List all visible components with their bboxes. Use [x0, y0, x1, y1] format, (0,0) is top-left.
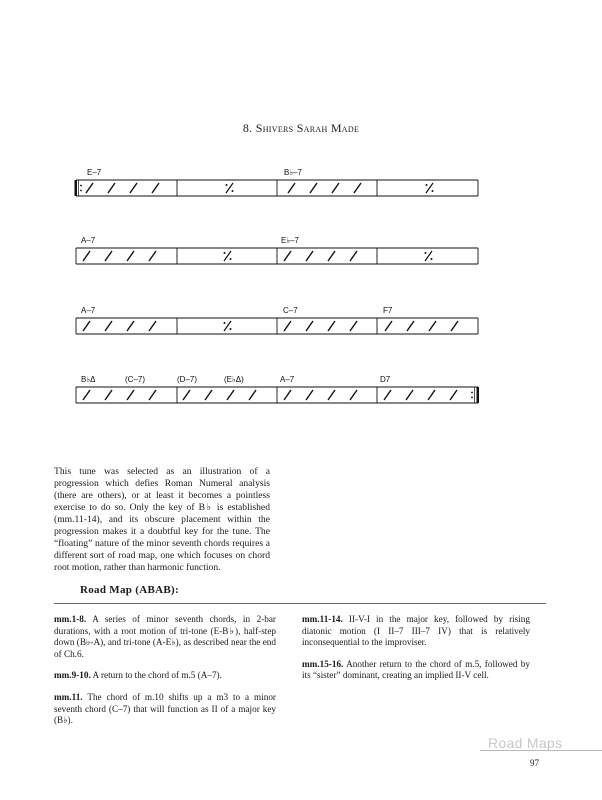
entry-text: Another return to the chord of m.5, followed by its “sister” dominant, creating an implied II-V cell.	[302, 658, 530, 681]
repeat-start-barline	[75, 180, 78, 196]
intro-paragraph: This tune was selected as an illustration of a progression which defies Roman Numeral analysis (there are others), or at least it becomes a pointless exercise to do so. Only the key of B♭ is established (mm.11-14), and its obscure placement within the progression makes it a doubtful key for the tune. The “floating” nature of the minor seventh chords requires a different sort of road map, one which focuses on chord root motion, rather than harmonic function.	[54, 466, 270, 573]
road-map-left-column	[54, 614, 276, 737]
repeat-bar-sign	[426, 183, 434, 193]
measure-label: mm.1-8.	[54, 614, 87, 624]
slash-beats	[83, 390, 457, 400]
repeat-bar-sign	[226, 183, 234, 193]
section-divider	[54, 603, 546, 604]
repeat-bar-sign	[224, 321, 232, 331]
repeat-dot	[80, 190, 82, 192]
chord-label: D7	[380, 375, 391, 384]
system-2	[76, 236, 478, 264]
road-map-entry	[54, 692, 276, 727]
road-map-heading: Road Map (ABAB):	[80, 584, 179, 596]
system-4	[76, 375, 479, 403]
entry-text: The chord of m.10 shifts up a m3 to a minor seventh chord (C–7) that will function as II of a major key (B♭).	[54, 691, 276, 726]
measure-label: mm.11.	[54, 691, 83, 702]
repeat-bar-sign	[425, 251, 433, 261]
chord-label: C–7	[283, 306, 298, 315]
road-map-entry	[302, 659, 530, 682]
footer-rule	[480, 750, 602, 751]
running-footer-title: Road Maps	[488, 735, 563, 751]
chord-label: F7	[383, 306, 393, 315]
system-3	[76, 306, 478, 334]
entry-text: II-V-I in the major key, followed by rising diatonic motion (I II–7 III–7 IV) that is relatively inconsequential to the improviser.	[302, 614, 530, 648]
chord-label: A–7	[280, 375, 295, 384]
measure-label: mm.15-16.	[302, 658, 344, 669]
repeat-dot	[471, 397, 473, 399]
system-1	[75, 168, 479, 196]
chord-label: B♭–7	[284, 168, 303, 177]
slash-beats	[86, 183, 361, 193]
chord-label: E–7	[87, 168, 102, 177]
chord-label: (E♭Δ)	[224, 375, 244, 384]
measure-label: mm.9-10.	[54, 670, 91, 681]
road-map-entry	[302, 614, 530, 649]
repeat-bar-sign	[224, 251, 232, 261]
page-number: 97	[530, 758, 539, 768]
slash-beats	[83, 321, 458, 331]
measure-label: mm.11-14.	[302, 614, 343, 624]
road-map-entry	[54, 670, 276, 682]
road-map-entry	[54, 614, 276, 660]
chord-label: E♭–7	[281, 236, 300, 245]
piece-title: 8. Shivers Sarah Made	[242, 121, 360, 135]
chord-label: (D–7)	[177, 375, 198, 384]
repeat-end-barline	[477, 387, 480, 403]
chord-label: (C–7)	[125, 375, 146, 384]
entry-text: A return to the chord of m.5 (A–7).	[92, 670, 222, 681]
slash-beats	[83, 251, 357, 261]
entry-text: A series of minor seventh chords, in 2-bar durations, with a root motion of tri-tone (E-B♭), half-step down (B♭-A), and tri-tone (A-E♭), as described near the end of Ch.6.	[54, 614, 276, 659]
road-map-right-column	[302, 614, 530, 692]
chord-label: A–7	[81, 236, 96, 245]
chord-label: A–7	[81, 306, 96, 315]
repeat-dot	[471, 392, 473, 394]
chord-label: B♭Δ	[81, 375, 96, 384]
repeat-dot	[80, 185, 82, 187]
